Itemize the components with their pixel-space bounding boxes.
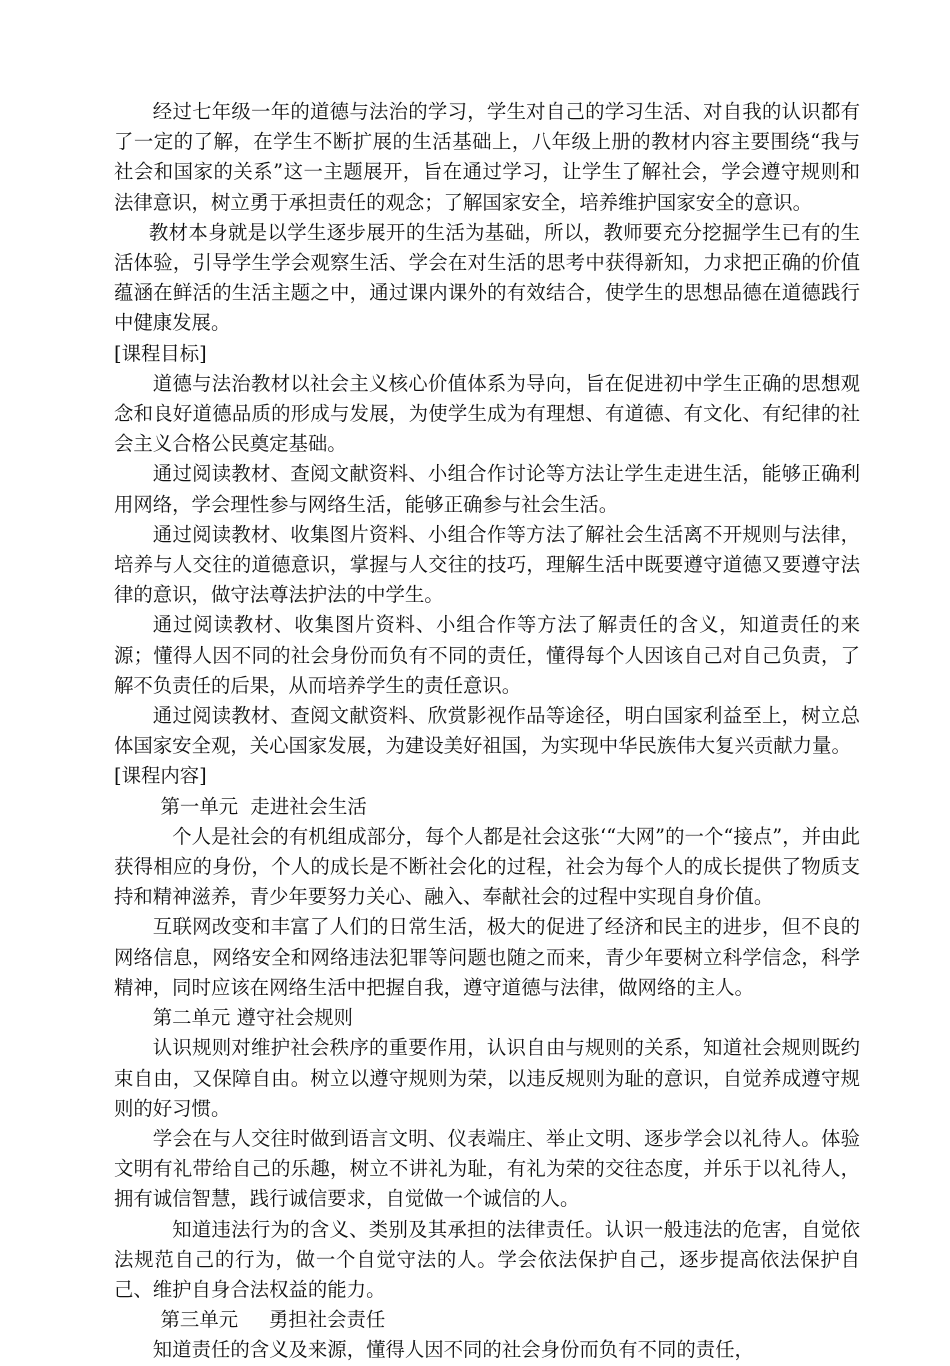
goal-paragraph-2: 通过阅读教材、查阅文献资料、小组合作讨论等方法让学生走进生活，能够正确利用网络，学会理性参与网络生活，能够正确参与社会生活。	[114, 462, 860, 516]
goal-paragraph-1: 道德与法治教材以社会主义核心价值体系为导向，旨在促进初中学生正确的思想观念和良好道德品质的形成与发展，为使学生成为有理想、有道德、有文化、有纪律的社会主义合格公民奠定基础。	[114, 371, 860, 456]
unit1-paragraph-2: 互联网改变和丰富了人们的日常生活，极大的促进了经济和民主的进步，但不良的网络信息，网络安全和网络违法犯罪等问题也随之而来，青少年要树立科学信念，科学精神，同时应该在网络生活中把握自我，遵守道德与法律，做网络的主人。	[114, 915, 860, 999]
unit2-paragraph-3: 知道违法行为的含义、类别及其承担的法律责任。认识一般违法的危害，自觉依法规范自己的行为，做一个自觉守法的人。学会依法保护自己，逐步提高依法保护自己、维护自身合法权益的能力。	[114, 1217, 860, 1301]
goal-paragraph-5: 通过阅读教材、查阅文献资料、欣赏影视作品等途径，明白国家利益至上，树立总体国家安全观，关心国家发展，为建设美好祖国，为实现中华民族伟大复兴贡献力量。	[114, 704, 860, 758]
unit-heading-3: 第三单元 勇担社会责任	[160, 1308, 386, 1332]
intro-paragraph-1: 经过七年级一年的道德与法治的学习，学生对自己的学习生活、对自我的认识都有了一定的了解，在学生不断扩展的生活基础上，八年级上册的教材内容主要围绕“我与社会和国家的关系”这一主题展开，旨在通过学习，让学生了解社会，学会遵守规则和法律意识，树立勇于承担责任的观念；了解国家安全，培养维护国家安全的意识。	[114, 100, 860, 214]
document-page	[114, 97, 860, 1366]
section-heading-goals: [课程目标]	[114, 341, 207, 365]
unit2-paragraph-2: 学会在与人交往时做到语言文明、仪表端庄、举止文明、逐步学会以礼待人。体验文明有礼带给自己的乐趣，树立不讲礼为耻，有礼为荣的交往态度，并乐于以礼待人，拥有诚信智慧，践行诚信要求，自觉做一个诚信的人。	[114, 1126, 860, 1211]
section-heading-content: [课程内容]	[114, 764, 207, 788]
unit-heading-2: 第二单元 遵守社会规则	[152, 1006, 353, 1030]
unit1-paragraph-1: 个人是社会的有机组成部分，每个人都是社会这张‘“大网”的一个“接点”，并由此获得相应的身份，个人的成长是不断社会化的过程，社会为每个人的成长提供了物质支持和精神滋养，青少年要努力关心、融入、奉献社会的过程中实现自身价值。	[114, 824, 860, 909]
goal-paragraph-4: 通过阅读教材、收集图片资料、小组合作等方法了解责任的含义，知道责任的来源；懂得人因不同的社会身份而负有不同的责任，懂得每个人因该自己对自己负责，了解不负责任的后果，从而培养学生的责任意识。	[114, 613, 860, 697]
goal-paragraph-3: 通过阅读教材、收集图片资料、小组合作等方法了解社会生活离不开规则与法律，培养与人交往的道德意识，掌握与人交往的技巧，理解生活中既要遵守道德又要遵守法律的意识，做守法尊法护法的中学生。	[114, 522, 860, 607]
intro-paragraph-2: 教材本身就是以学生逐步展开的生活为基础，所以，教师要充分挖掘学生已有的生活体验，引导学生学会观察生活、学会在对生活的思考中获得新知，力求把正确的价值蕴涵在鲜活的生活主题之中，通过课内课外的有效结合，使学生的思想品德在道德践行中健康发展。	[114, 220, 860, 335]
unit3-paragraph-1: 知道责任的含义及来源，懂得人因不同的社会身份而负有不同的责任，	[152, 1338, 754, 1362]
unit2-paragraph-1: 认识规则对维护社会秩序的重要作用，认识自由与规则的关系，知道社会规则既约束自由，又保障自由。树立以遵守规则为荣，以违反规则为耻的意识，自觉养成遵守规则的好习惯。	[114, 1036, 860, 1120]
unit-heading-1: 第一单元 走进社会生活	[160, 794, 367, 818]
